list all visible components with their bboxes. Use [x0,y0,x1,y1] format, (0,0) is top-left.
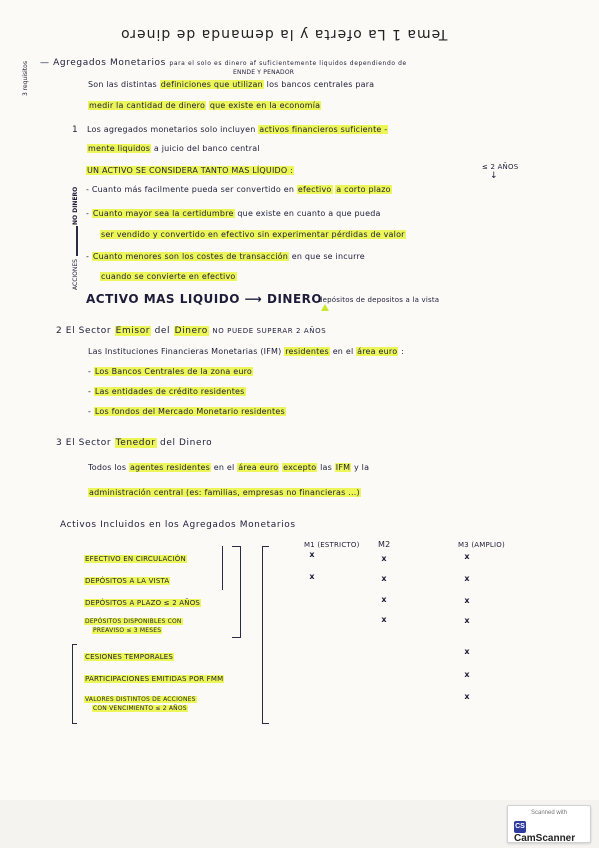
highlight: área euro [238,463,279,472]
highlight: VALORES DISTINTOS DE ACCIONES [85,696,196,703]
side-note: 3 requisitos [22,61,29,96]
text: Cuanto más facilmente pueda ser convertido en [91,185,295,194]
highlight: mente liquidos [88,144,151,153]
highlight: Cuanto mayor sea la certidumbre [92,209,234,218]
bullet-3: - Cuanto menores son los costes de transacción en que se incurre [86,252,365,261]
section-1-line-1 [87,125,388,135]
bullet-2-cont [100,230,406,240]
section-3-heading [56,438,212,448]
highlight: Los fondos del Mercado Monetario residentes [94,407,285,416]
table-mark: x [381,554,387,563]
text: : [401,347,404,356]
number: 3 [56,438,63,448]
highlight: Cuanto menores son los costes de transacción [92,252,289,261]
table-row-label [84,576,170,586]
table-row-label [84,554,187,564]
highlight: residentes [285,347,329,356]
highlight: IFM [335,463,351,472]
table-row-label [84,618,183,626]
dash-icon: — [40,58,50,68]
bracket-extra [72,644,77,724]
text: El Sector [65,438,112,448]
emisor-item: - Los Bancos Centrales de la zona euro [88,367,253,376]
column-header-m3: M3 (AMPLIO) [458,541,505,549]
bullet-1: - Cuanto más facilmente pueda ser convertido en efectivo a corto plazo [86,185,391,194]
bracket-m2 [232,546,241,638]
table-mark: x [309,572,315,581]
badge-line-1: Scanned with [530,810,568,816]
highlight: Emisor [115,326,151,336]
text: del [154,326,171,336]
note: NO PUEDE SUPERAR 2 AÑOS [212,327,327,335]
section-1-number: 1 [72,125,79,135]
table-mark: x [464,596,470,605]
conclusion: ACTIVO MAS LIQUIDO ⟶ DINERO [86,292,323,306]
side-bracket [76,226,78,256]
section-2-intro [88,347,404,357]
highlight: excepto [283,463,317,472]
highlight: que existe en la economía [209,101,321,110]
highlight: Los Bancos Centrales de la zona euro [94,367,253,376]
highlight: medir la cantidad de dinero [89,101,206,110]
highlight: DEPÓSITOS DISPONIBLES CON [85,618,182,625]
text: en que se incurre [291,252,365,261]
text: a juicio del banco central [153,144,260,153]
text: Las Instituciones Financieras Monetarias (IFM) [88,347,282,356]
table-mark: x [309,550,315,559]
highlight: Tenedor [115,438,156,448]
intro-heading-row [40,58,407,69]
table-mark: x [464,670,470,679]
highlight: agentes residentes [129,463,211,472]
table-mark: x [464,574,470,583]
conclusion-note: depósitos de depositos a la vista [318,296,440,304]
section-1-line-2 [87,144,260,154]
text: en el [213,463,235,472]
page-title: Tema 1 La oferta y la demanda de dinero [120,26,448,42]
table-mark: x [464,647,470,656]
highlight: cuando se convierte en efectivo [101,272,236,281]
text: Son las distintas [88,80,157,89]
side-label-no-dinero: NO DINERO [72,186,79,225]
table-mark: x [464,692,470,701]
table-mark: x [381,615,387,624]
table-row-label [84,598,201,608]
table-row-label [84,652,174,662]
arrow-up-icon [321,304,329,311]
note-two-years: ≤ 2 AÑOS [482,163,519,171]
table-row-label-2 [92,627,162,635]
column-header-m2: M2 [378,540,391,549]
intro-heading: Agregados Monetarios [53,58,166,68]
text: las [320,463,333,472]
highlight: efectivo [297,185,332,194]
intro-line-2 [88,101,321,111]
intro-heading-note-2: ENNDE Y PENADOR [233,69,295,76]
intro-line-1 [88,80,374,90]
camscanner-badge[interactable] [507,805,591,843]
liquidity-criteria [86,166,294,176]
highlight: PREAVISO ≤ 3 MESES [93,627,162,634]
section-3-line-2 [88,488,361,498]
highlight: área euro [357,347,398,356]
table-mark: x [464,552,470,561]
bullet-2: - Cuanto mayor sea la certidumbre que existe en cuanto a que pueda [86,209,381,218]
highlight: CON VENCIMIENTO ≤ 2 AÑOS [93,705,187,712]
table-mark: x [381,595,387,604]
column-header-m1: M1 (ESTRICTO) [304,541,360,549]
highlight: UN ACTIVO SE CONSIDERA TANTO MAS LÍQUIDO : [87,166,294,175]
intro-heading-note: para el solo es dinero af suficientemente liquidos dependiendo de [169,60,407,67]
highlight: DEPÓSITOS A PLAZO ≤ 2 AÑOS [85,599,201,607]
camscanner-logo-icon: CS [514,821,526,833]
table-row-label [84,674,224,684]
text: del Dinero [160,438,213,448]
section-3-line-1 [88,463,369,473]
emisor-item: - Las entidades de crédito residentes [88,387,245,396]
table-row-label [84,696,197,704]
side-label-acciones: ACCIONES [72,259,79,290]
highlight: CESIONES TEMPORALES [85,653,174,661]
highlight: activos financieros suficiente - [259,125,388,134]
highlight: DEPÓSITOS A LA VISTA [85,577,170,585]
text: los bancos centrales para [266,80,375,89]
text: que existe en cuanto a que pueda [237,209,381,218]
text: Todos los [88,463,127,472]
emisor-item: - Los fondos del Mercado Monetario residentes [88,407,285,416]
arrow-down-icon: ↓ [490,171,498,181]
table-mark: x [381,574,387,583]
table-row-label-2 [92,705,188,713]
highlight: definiciones que utilizan [160,80,263,89]
badge-line-2-row [514,821,590,844]
bullet-3-cont [100,272,237,282]
number: 2 [56,326,63,336]
highlight: Dinero [174,326,208,336]
text: El Sector [65,326,112,336]
highlight: Las entidades de crédito residentes [94,387,245,396]
table-mark: x [464,616,470,625]
bracket-m3 [262,546,269,724]
highlight: PARTICIPACIONES EMITIDAS POR FMM [85,675,224,683]
text: y la [354,463,370,472]
text: Los agregados monetarios solo incluyen [87,125,256,134]
section-2-heading [56,326,326,336]
text: en el [332,347,354,356]
highlight: administración central (es: familias, empresas no financieras ...) [89,488,360,497]
table-heading: Activos Incluidos en los Agregados Monetarios [60,520,296,530]
highlight: EFECTIVO EN CIRCULACIÓN [85,555,186,563]
badge-line-2: CamScanner [514,833,576,844]
highlight: ser vendido y convertido en efectivo sin experimentar pérdidas de valor [101,230,405,239]
highlight: a corto plazo [336,185,391,194]
